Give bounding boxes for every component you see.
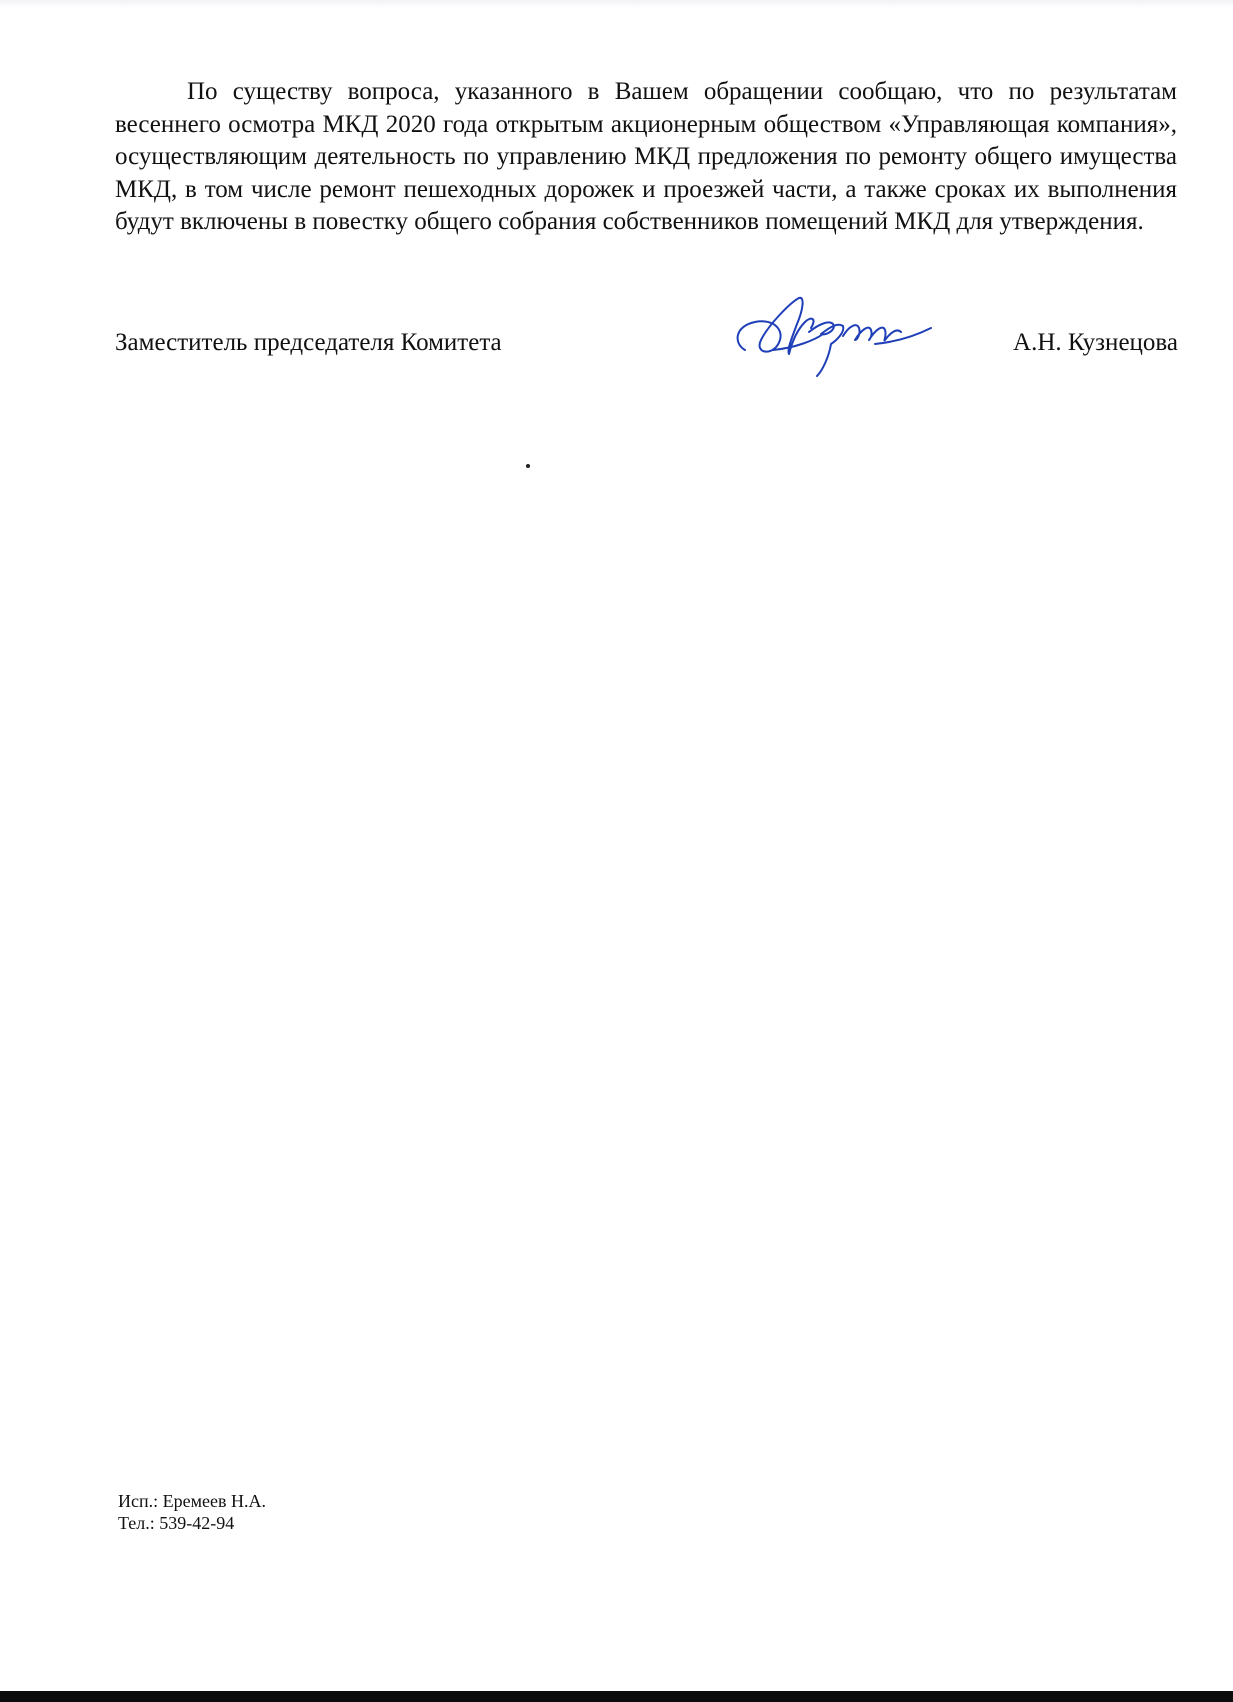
scan-edge-top — [0, 0, 1233, 8]
signatory-position: Заместитель председателя Комитета — [115, 329, 502, 356]
signatory-name: А.Н. Кузнецова — [1013, 329, 1178, 356]
executor-name: Исп.: Еремеев Н.А. — [118, 1491, 266, 1511]
executor-info — [118, 1490, 266, 1534]
signature-row — [115, 288, 1178, 388]
handwritten-signature — [725, 288, 935, 383]
stray-dot — [526, 464, 530, 468]
letter-body-paragraph: По существу вопроса, указанного в Вашем обращении сообщаю, что по результатам весеннего осмотра МКД 2020 года открытым акционерным обществом «Управляющая компания», осуществляющим деятельность по управлению МКД предложения по ремонту общего имущества МКД, в том числе ремонт пешеходных дорожек и проезжей части, а также сроках их выполнения будут включены в повестку общего собрания собственников помещений МКД для утверждения. — [115, 78, 1177, 235]
scan-edge-bottom — [0, 1691, 1233, 1702]
executor-phone: Тел.: 539-42-94 — [118, 1513, 235, 1533]
